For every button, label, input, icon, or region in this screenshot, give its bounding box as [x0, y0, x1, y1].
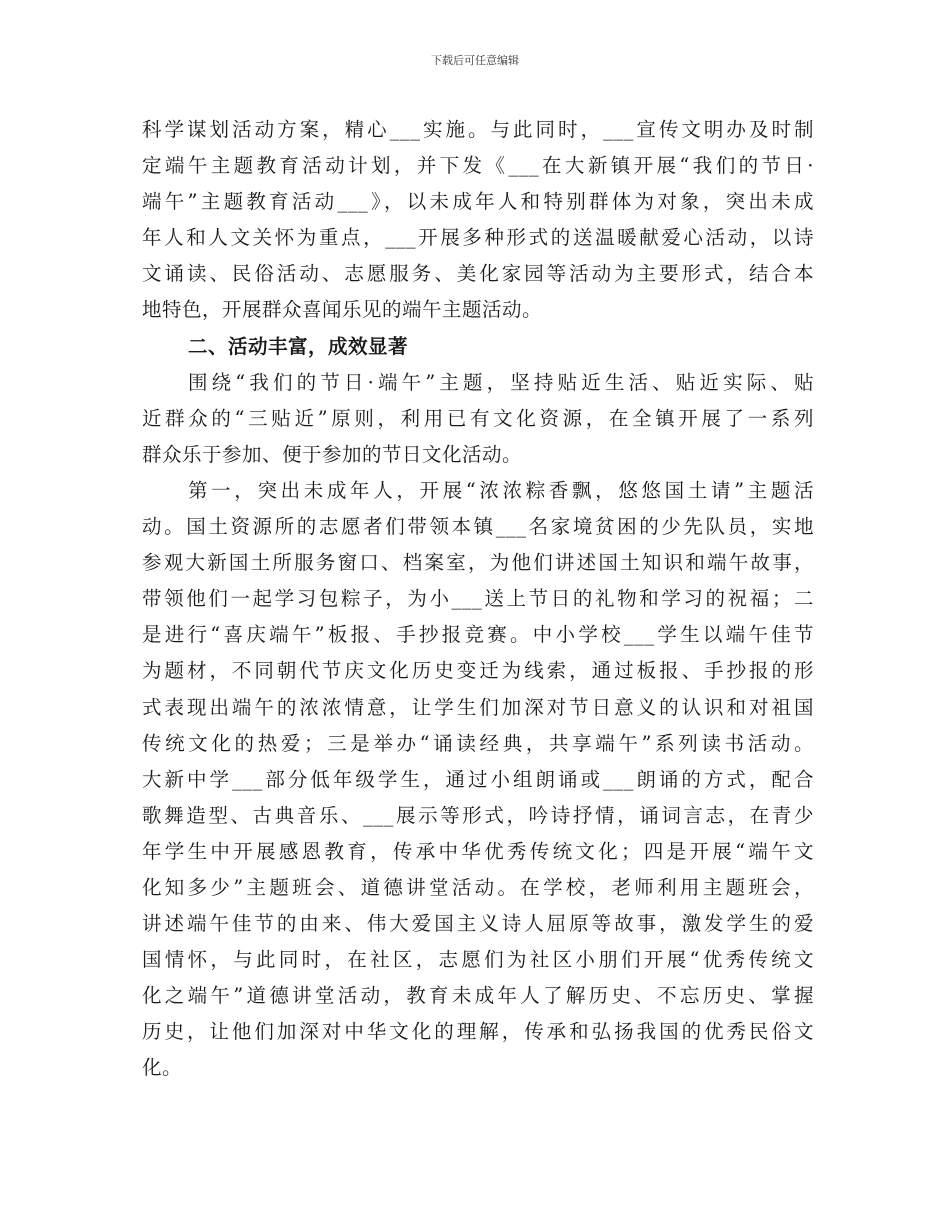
text-line: 化之端午”道德讲堂活动，教育未成年人了解历史、不忘历史、掌握 [142, 984, 814, 1008]
text-line: 历史，让他们加深对中华文化的理解，传承和弘扬我国的优秀民俗文 [142, 1020, 814, 1044]
text-line: 参观大新国土所服务窗口、档案室，为他们讲述国土知识和端午故事， [142, 551, 814, 575]
text-line: 式表现出端午的浓浓情意，让学生们加深对节日意义的认识和对祖国 [142, 695, 814, 719]
text-line: 定端午主题教育活动计划，并下发《___在大新镇开展“我们的节日· [142, 154, 814, 178]
text-line: 化知多少”主题班会、道德讲堂活动。在学校，老师利用主题班会， [142, 875, 814, 899]
paragraph-first-line: 第一，突出未成年人，开展“浓浓粽香飘，悠悠国土请”主题活 [188, 478, 814, 502]
section-heading: 二、活动丰富，成效显著 [188, 334, 409, 358]
text-line: 科学谋划活动方案，精心___实施。与此同时，___宣传文明办及时制 [142, 118, 814, 141]
text-line: 带领他们一起学习包粽子，为小___送上节日的礼物和学习的祝福；二 [142, 587, 814, 611]
text-line: 近群众的“三贴近”原则，利用已有文化资源，在全镇开展了一系列 [142, 406, 814, 430]
text-line: 文诵读、民俗活动、志愿服务、美化家园等活动为主要形式，结合本 [142, 262, 814, 286]
page-header: 下载后可任意编辑 [431, 54, 519, 67]
text-line: 大新中学___部分低年级学生，通过小组朗诵或___朗诵的方式，配合 [142, 767, 814, 791]
text-line: 歌舞造型、古典音乐、___展示等形式，吟诗抒情，诵词言志，在青少 [142, 803, 814, 827]
text-line: 为题材，不同朝代节庆文化历史变迁为线索，通过板报、手抄报的形 [142, 659, 814, 683]
text-line: 动。国土资源所的志愿者们带领本镇___名家境贫困的少先队员，实地 [142, 515, 814, 539]
document-body [142, 112, 814, 1087]
text-line: 是进行“喜庆端午”板报、手抄报竞赛。中小学校___学生以端午佳节 [142, 623, 814, 647]
text-line: 国情怀，与此同时，在社区，志愿们为社区小朋们开展“优秀传统文 [142, 948, 814, 972]
text-line: 年学生中开展感恩教育，传承中华优秀传统文化；四是开展“端午文 [142, 839, 814, 863]
text-line: 讲述端午佳节的由来、伟大爱国主义诗人屈原等故事，激发学生的爱 [142, 912, 814, 936]
text-line: 端午”主题教育活动___》，以未成年人和特别群体为对象，突出未成 [142, 190, 814, 214]
text-line: 传统文化的热爱；三是举办“诵读经典，共享端午”系列读书活动。 [142, 731, 814, 755]
text-line: 化。 [142, 1056, 183, 1080]
text-line: 年人和人文关怀为重点，___开展多种形式的送温暖献爱心活动，以诗 [142, 226, 814, 250]
text-line: 地特色，开展群众喜闻乐见的端午主题活动。 [142, 298, 543, 322]
text-line: 群众乐于参加、便于参加的节日文化活动。 [142, 442, 523, 466]
paragraph-first-line: 围绕“我们的节日·端午”主题，坚持贴近生活、贴近实际、贴 [188, 370, 814, 394]
